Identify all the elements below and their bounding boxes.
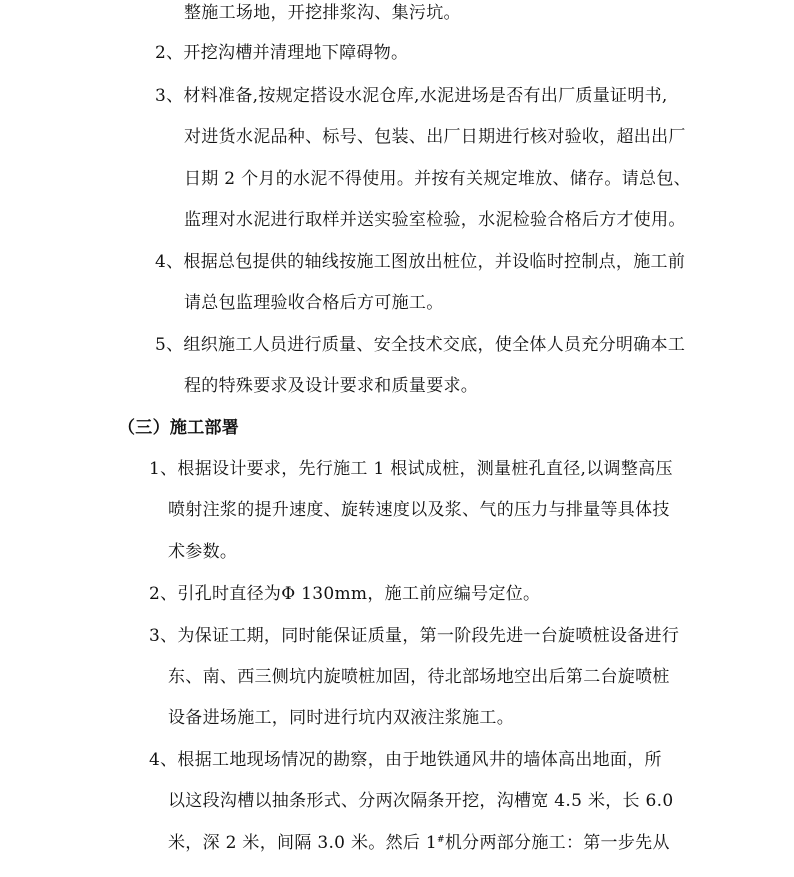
- paragraph-line: 对进货水泥品种、标号、包装、出厂日期进行核对验收，超出出厂: [184, 127, 686, 147]
- list-item-3: 3、为保证工期，同时能保证质量，第一阶段先进一台旋喷桩设备进行: [149, 626, 680, 646]
- paragraph-line: 术参数。: [168, 542, 238, 562]
- section-heading: （三）施工部署: [118, 418, 240, 438]
- paragraph-line: [168, 832, 670, 854]
- list-item-5: 5、组织施工人员进行质量、安全技术交底，使全体人员充分明确本工: [155, 335, 686, 355]
- paragraph-line: 喷射注浆的提升速度、旋转速度以及浆、气的压力与排量等具体技: [168, 500, 670, 520]
- list-item-1: 1、根据设计要求，先行施工 1 根试成桩，测量桩孔直径,以调整高压: [149, 459, 673, 479]
- paragraph-line: 设备进场施工，同时进行坑内双液注浆施工。: [168, 708, 514, 728]
- list-item-4: 4、根据工地现场情况的勘察，由于地铁通风井的墙体高出地面，所: [149, 750, 662, 770]
- list-item-2: 2、引孔时直径为Φ 130mm，施工前应编号定位。: [149, 584, 541, 604]
- text-run: 机分两部分施工：第一步先从: [444, 833, 670, 853]
- paragraph-line: 日期 2 个月的水泥不得使用。并按有关规定堆放、储存。请总包、: [184, 169, 691, 189]
- paragraph-line: 监理对水泥进行取样并送实验室检验，水泥检验合格后方才使用。: [184, 210, 686, 230]
- list-item-4: 4、根据总包提供的轴线按施工图放出桩位，并设临时控制点，施工前: [155, 252, 686, 272]
- list-item-3: 3、材料准备,按规定搭设水泥仓库,水泥进场是否有出厂质量证明书,: [155, 86, 668, 106]
- paragraph-line: 请总包监理验收合格后方可施工。: [184, 293, 444, 313]
- superscript-mark: #: [437, 835, 445, 845]
- list-item-2: 2、开挖沟槽并清理地下障碍物。: [155, 43, 409, 63]
- paragraph-line: 程的特殊要求及设计要求和质量要求。: [184, 376, 479, 396]
- text-run: 米，深 2 米，间隔 3.0 米。然后 1: [168, 833, 437, 853]
- paragraph-line: 以这段沟槽以抽条形式、分两次隔条开挖，沟槽宽 4.5 米，长 6.0: [168, 791, 674, 811]
- paragraph-line: 整施工场地，开挖排浆沟、集污坑。: [184, 3, 461, 23]
- paragraph-line: 东、南、西三侧坑内旋喷桩加固，待北部场地空出后第二台旋喷桩: [168, 667, 670, 687]
